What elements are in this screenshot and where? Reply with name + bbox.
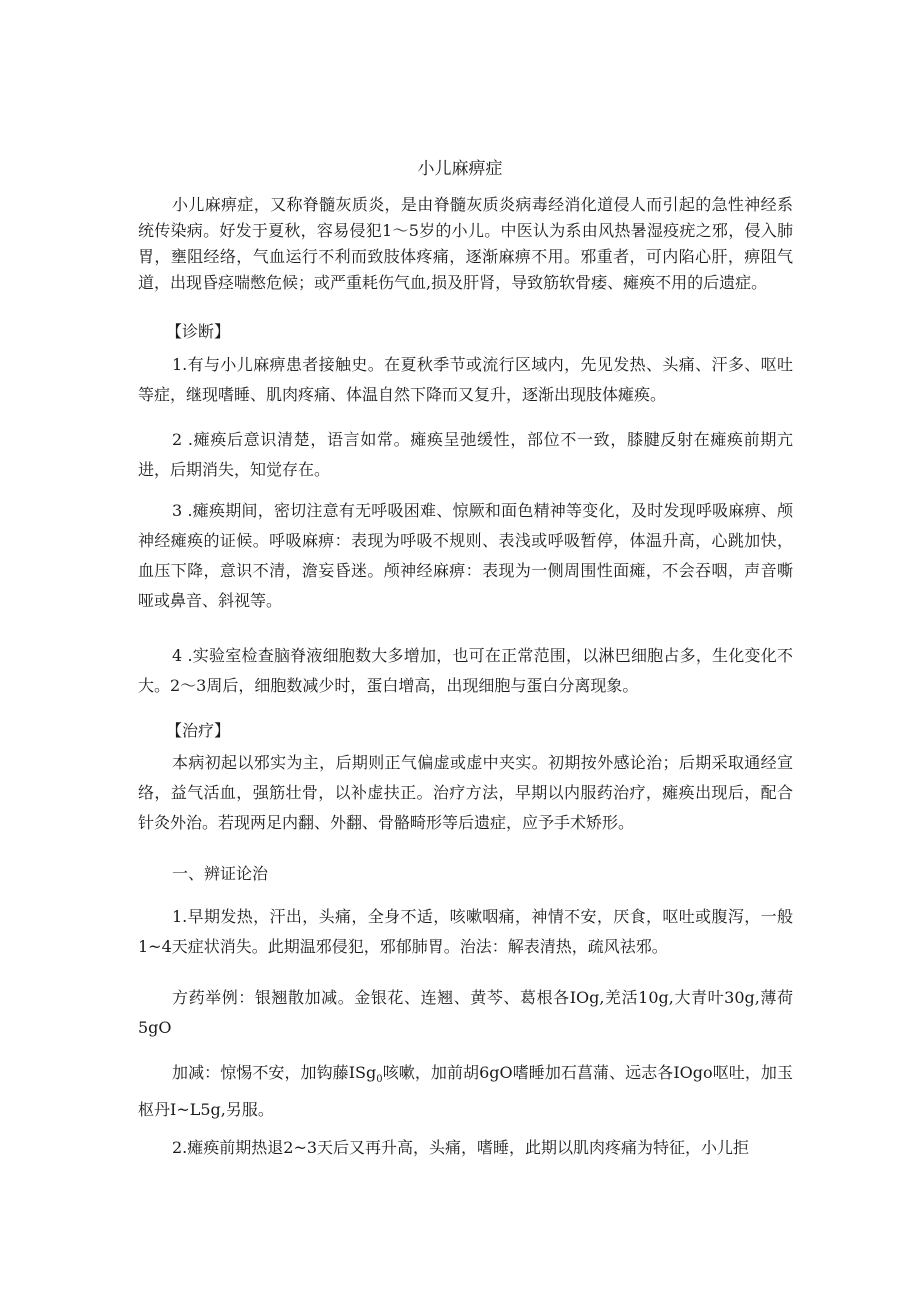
- modification-text-a: 加减：惊惕不安，加钩藤ISg: [172, 1063, 377, 1082]
- diagnosis-heading: 【诊断】: [166, 322, 231, 341]
- diagnosis-item-4: 4 .实验室检查脑脊液细胞数大多增加，也可在正常范围，以淋巴细胞占多，生化变化不大。2～3周后，细胞数减少时，蛋白增高，出现细胞与蛋白分离现象。: [138, 646, 793, 695]
- section-item-1: 1.早期发热，汗出，头痛，全身不适，咳嗽咽痛，神情不安，厌食，呕吐或腹泻，一般1~4天症状消失。此期温邪侵犯，邪郁肺胃。治法：解表清热，疏风祛邪。: [138, 907, 793, 956]
- section-item-2: 2.瘫痪前期热退2~3天后又再升高，头痛，嗜睡，此期以肌肉疼痛为特征，小儿拒: [172, 1138, 750, 1157]
- intro-paragraph: 小儿麻痹症，又称脊髓灰质炎，是由脊髓灰质炎病毒经消化道侵人而引起的急性神经系统传染病。好发于夏秋，容易侵犯1～5岁的小儿。中医认为系由风热暑湿疫疣之邪，侵入肺胃，壅阻经络，气血运行不利而致肢体疼痛，逐渐麻痹不用。邪重者，可内陷心肝，痹阻气道，出现昏痉喘憋危候；或严重耗伤气血,损及肝肾，导致筋软骨痿、瘫痪不用的后遗症。: [138, 195, 793, 292]
- modification-paragraph: [138, 1058, 793, 1125]
- treatment-paragraph: 本病初起以邪实为主，后期则正气偏虚或虚中夹实。初期按外感论治；后期采取通经宣络，益气活血，强筋壮骨，以补虚扶正。治疗方法，早期以内服药治疗，瘫痪出现后，配合针灸外治。若现两足内翻、外翻、骨骼畸形等后遗症，应予手术矫形。: [138, 753, 793, 832]
- diagnosis-item-1: 1.有与小儿麻痹患者接触史。在夏秋季节或流行区域内，先见发热、头痛、汗多、呕吐等症，继现嗜睡、肌肉疼痛、体温自然下降而又复升，逐渐出现肢体瘫痪。: [138, 355, 793, 404]
- section-heading: 一、辨证论治: [172, 864, 269, 883]
- treatment-heading: 【治疗】: [166, 721, 231, 740]
- modification-subscript: 0: [376, 1074, 383, 1086]
- prescription-paragraph: 方药举例：银翘散加减。金银花、连翘、黄芩、葛根各IOg,羌活10g,大青叶30g,薄荷5gO: [138, 988, 793, 1037]
- page-title: 小儿麻痹症: [417, 159, 503, 179]
- diagnosis-item-3: 3 .瘫痪期间，密切注意有无呼吸困难、惊厥和面色精神等变化，及时发现呼吸麻痹、颅神经瘫痪的证候。呼吸麻痹：表现为呼吸不规则、表浅或呼吸暂停，体温升高，心跳加快，血压下降，意识不清，澹妄昏迷。颅神经麻痹：表现为一侧周围性面瘫，不会吞咽，声音嘶哑或鼻音、斜视等。: [138, 501, 793, 610]
- diagnosis-item-2: 2 .瘫痪后意识清楚，语言如常。瘫痪呈弛缓性，部位不一致，膝腱反射在瘫痪前期亢进，后期消失，知觉存在。: [138, 430, 793, 479]
- modification-text-b: 咳嗽，加前胡6gO嗜睡加石菖蒲、远志各IOgo呕吐，加玉枢丹I~L5g,另服。: [138, 1063, 793, 1120]
